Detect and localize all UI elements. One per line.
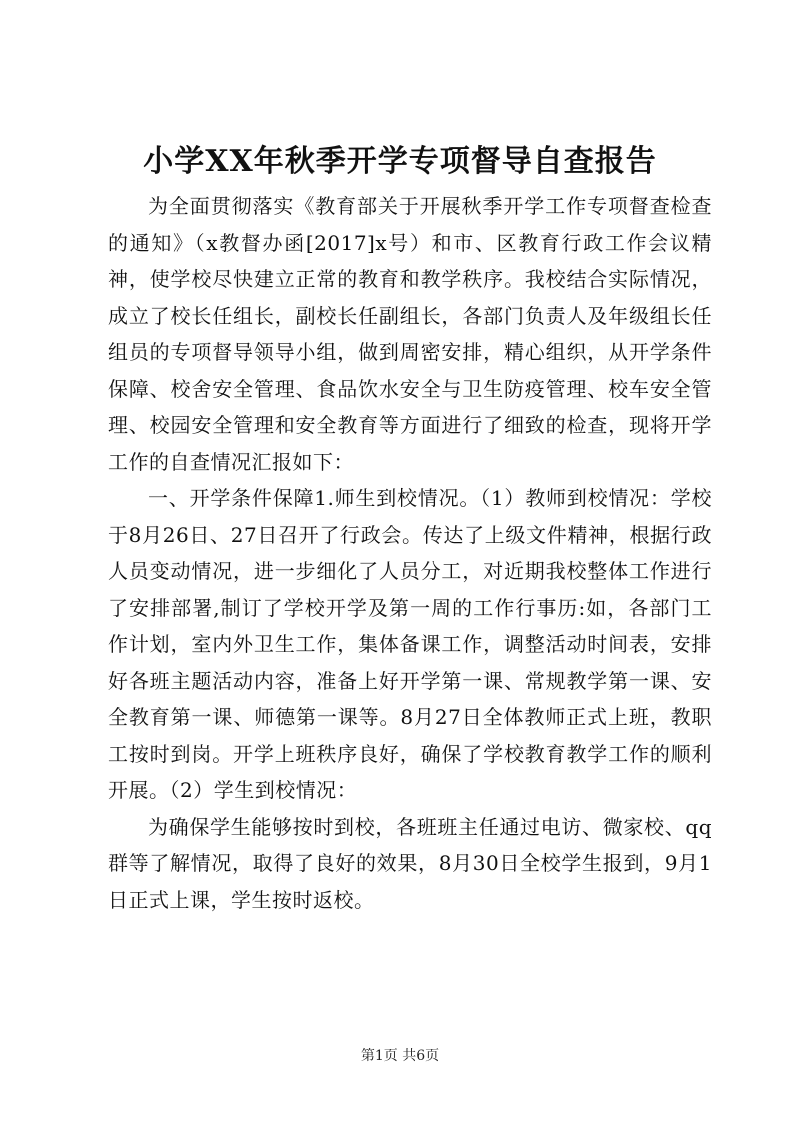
paragraph-intro: 为全面贯彻落实《教育部关于开展秋季开学工作专项督查检查的通知》（x教督办函[2017]x号）和市、区教育行政工作会议精神，使学校尽快建立正常的教育和教学秩序。我校结合实际情况，成立了校长任组长，副校长任副组长，各部门负责人及年级组长任组员的专项督导领导小组，做到周密安排，精心组织，从开学条件保障、校舍安全管理、食品饮水安全与卫生防疫管理、校车安全管理、校园安全管理和安全教育等方面进行了细致的检查，现将开学工作的自查情况汇报如下： [108,194,712,474]
paragraph-student-arrival: 为确保学生能够按时到校，各班班主任通过电访、微家校、qq群等了解情况，取得了良好的效果，8月30日全校学生报到，9月1日正式上课，学生按时返校。 [108,814,712,912]
document-title: 小学XX年秋季开学专项督导自查报告 [143,144,657,179]
document-body [108,188,712,918]
page-footer: 第1页 共6页 [360,1048,440,1064]
paragraph-opening-conditions: 一、开学条件保障1.师生到校情况。（1）教师到校情况：学校于8月26日、27日召开了行政会。传达了上级文件精神，根据行政人员变动情况，进一步细化了人员分工，对近期我校整体工作进行了安排部署,制订了学校开学及第一周的工作行事历:如，各部门工作计划，室内外卫生工作，集体备课工作，调整活动时间表，安排好各班主题活动内容，准备上好开学第一课、常规教学第一课、安全教育第一课、师德第一课等。8月27日全体教师正式上班，教职工按时到岗。开学上班秩序良好，确保了学校教育教学工作的顺利开展。（2）学生到校情况： [108,486,712,802]
